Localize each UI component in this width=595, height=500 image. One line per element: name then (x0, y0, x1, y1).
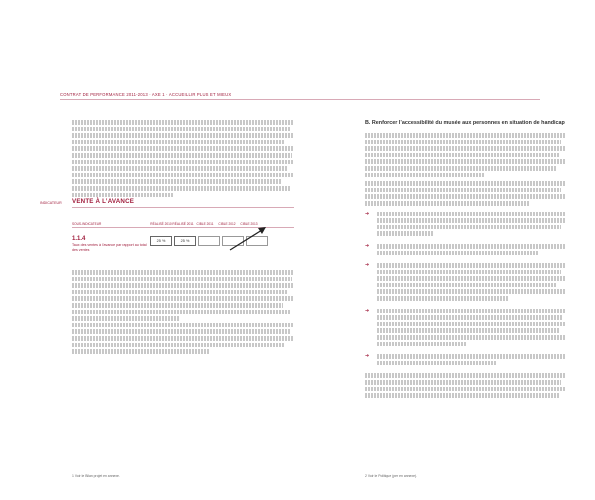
right-paragraph-1 (365, 133, 565, 177)
header-col-2: RÉALISÉ 2011 (172, 222, 194, 226)
section-title: B. Renforcer l’accessibilité du musée aux personnes en situation de handicap (365, 120, 565, 126)
intro-paragraph (72, 120, 294, 197)
header-col-5: CIBLE 2013 (240, 222, 258, 226)
bullet-list (365, 212, 565, 366)
list-item (365, 309, 565, 347)
footnote-right: 2 Voir le Politique (per en annexe). (365, 474, 418, 478)
body-paragraph-1 (72, 270, 294, 321)
list-item (365, 263, 565, 301)
row-code: 1.1.4 (72, 236, 86, 242)
header-col-3: CIBLE 2011 (196, 222, 214, 226)
cell-realise-2010: 25 % (150, 236, 172, 246)
right-paragraph-3 (365, 373, 565, 397)
left-column (72, 120, 294, 199)
trend-arrow-icon (228, 224, 268, 252)
footnote-left: 1 Voir le Bilan projet en annexe. (72, 474, 120, 478)
page-header (60, 92, 540, 97)
header-rule (60, 99, 540, 100)
list-item (365, 354, 565, 365)
kpi-label: INDICATEUR (40, 201, 62, 205)
arrow-bullet-icon: ➜ (365, 211, 370, 217)
header-sub-indicator: SOUS-INDICATEUR (72, 222, 102, 226)
arrow-bullet-icon: ➜ (365, 243, 370, 249)
list-item (365, 212, 565, 236)
cell-realise-2011: 25 % (174, 236, 196, 246)
row-text: Taux des ventes à l’avance par rapport au total des ventes (72, 243, 147, 252)
header-text: CONTRAT DE PERFORMANCE 2011-2013 · AXE 1 · ACCUEILLIR PLUS ET MIEUX (60, 92, 232, 97)
arrow-bullet-icon: ➜ (365, 354, 370, 360)
list-item (365, 244, 565, 255)
right-paragraph-2 (365, 181, 565, 205)
row-label (72, 236, 150, 252)
body-paragraph-2 (72, 323, 294, 354)
arrow-bullet-icon: ➜ (365, 308, 370, 314)
header-col-1: RÉALISÉ 2010 (150, 222, 172, 226)
arrow-bullet-icon: ➜ (365, 263, 370, 269)
right-column (365, 120, 565, 400)
left-column-bottom (72, 270, 294, 356)
kpi-rule (72, 207, 294, 208)
header-col-4: CIBLE 2012 (218, 222, 236, 226)
kpi-title: VENTE À L’AVANCE (72, 198, 135, 205)
cell-cible-2011 (198, 236, 220, 246)
